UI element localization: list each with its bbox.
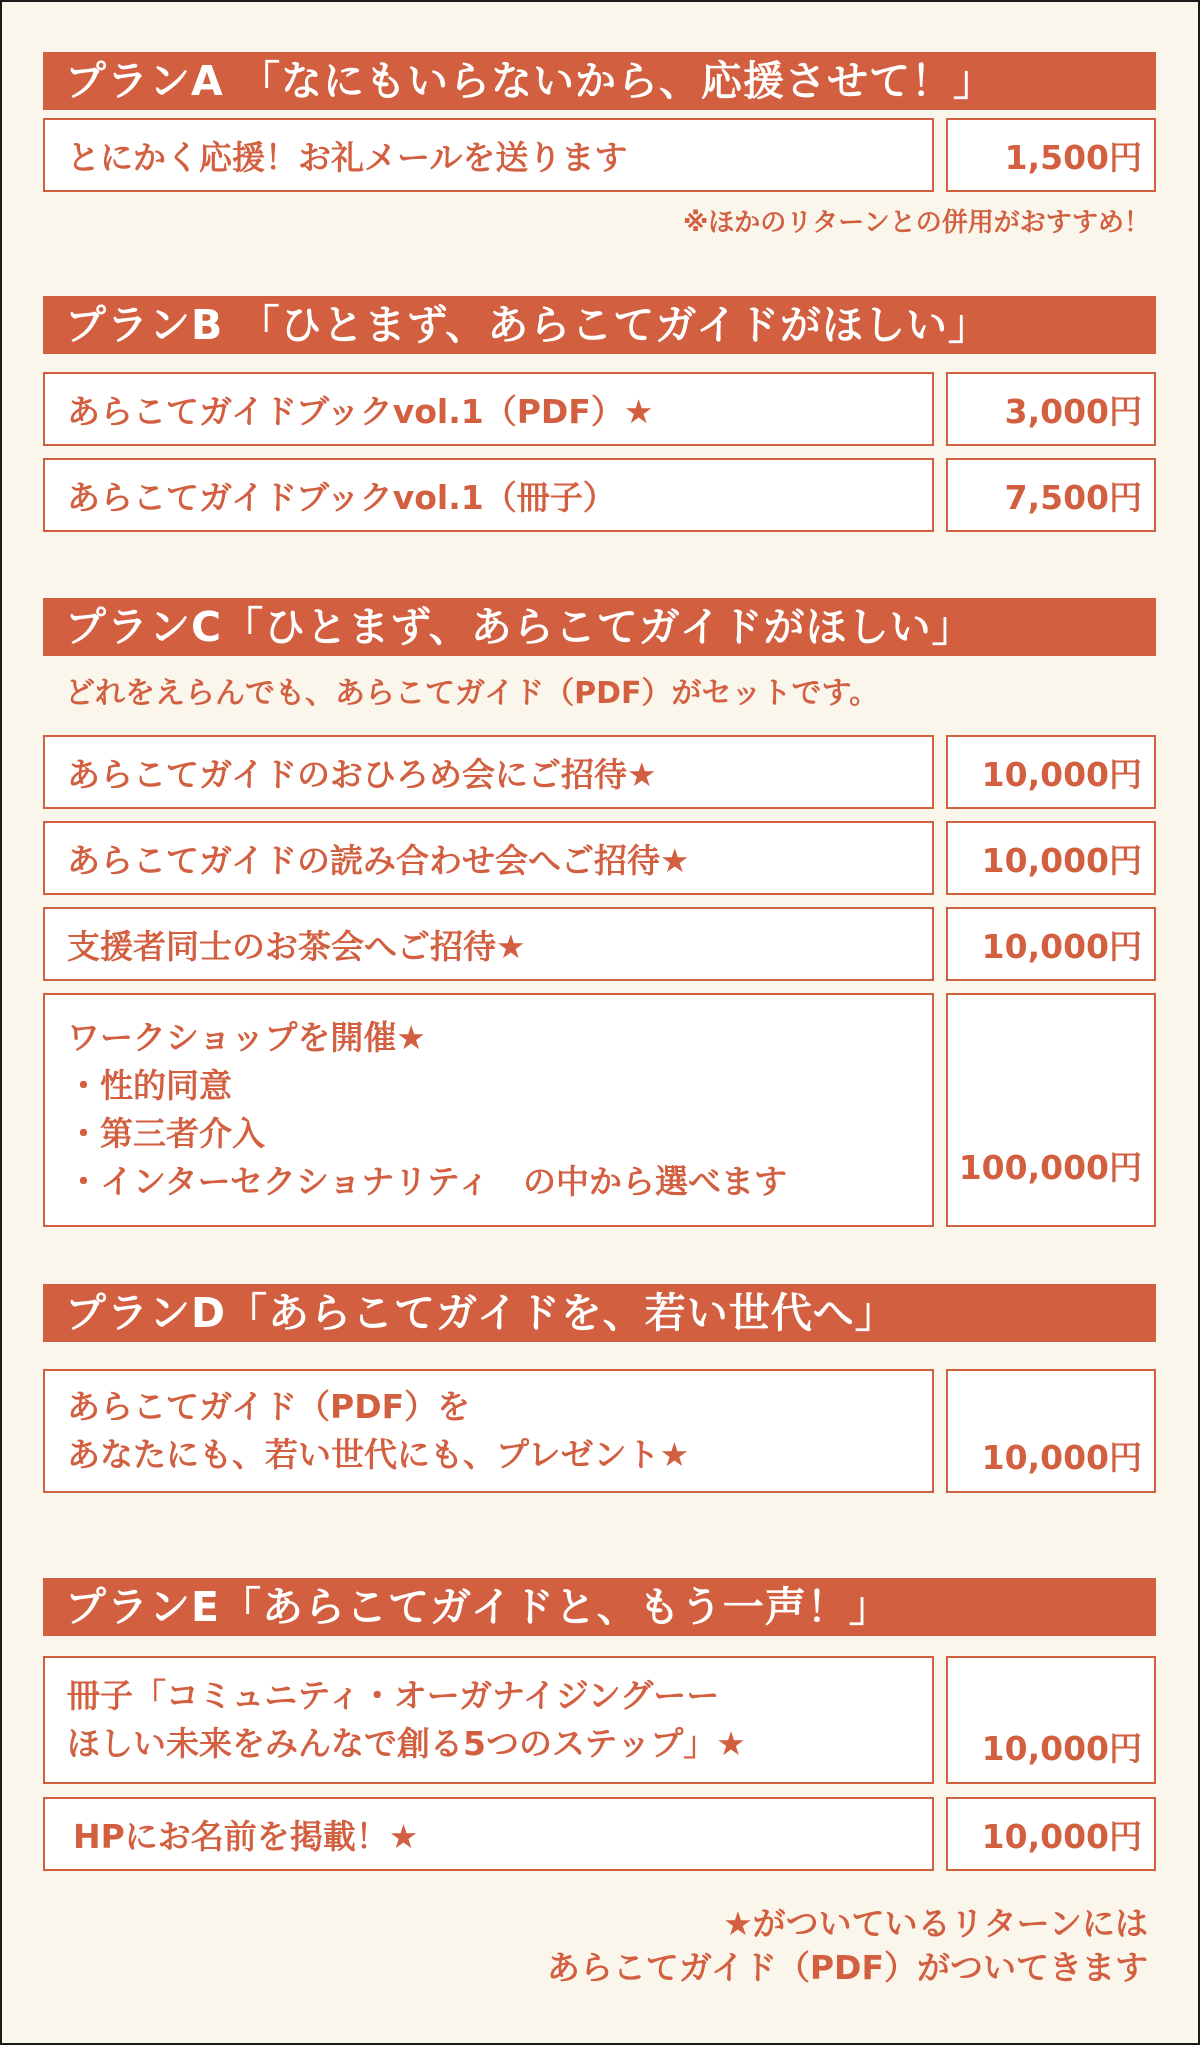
plan-c-header: プランC「ひとまず、あらこてガイドがほしい」 xyxy=(43,598,1156,656)
plan-c-subtitle: どれをえらんでも、あらこてガイド（PDF）がセットです。 xyxy=(65,676,880,711)
plan-a-header: プランA 「なにもいらないから、応援させて！」 xyxy=(43,52,1156,110)
plan-e-item-2-label: HPにお名前を掲載！★ xyxy=(43,1797,934,1871)
plan-a-item-label: とにかく応援！お礼メールを送ります xyxy=(43,118,934,192)
workshop-option-2: ・第三者介入 xyxy=(67,1114,265,1153)
plan-e-item-1-box xyxy=(43,1656,934,1784)
plan-b-item-1-price: 3,000円 xyxy=(946,372,1156,446)
plan-d-item-box xyxy=(43,1369,934,1493)
plan-c-workshop-price: 100,000円 xyxy=(946,993,1156,1227)
plan-a-item-price: 1,500円 xyxy=(946,118,1156,192)
plan-d-header: プランD「あらこてガイドを、若い世代へ」 xyxy=(43,1284,1156,1342)
plan-e-header: プランE「あらこてガイドと、もう一声！」 xyxy=(43,1578,1156,1636)
workshop-title: ワークショップを開催★ xyxy=(67,1018,426,1057)
plan-c-workshop-box xyxy=(43,993,934,1227)
plan-b-item-2-price: 7,500円 xyxy=(946,458,1156,532)
plan-b-item-1-label: あらこてガイドブックvol.1（PDF）★ xyxy=(43,372,934,446)
plan-c-item-3-label: 支援者同士のお茶会へご招待★ xyxy=(43,907,934,981)
workshop-option-3: ・インターセクショナリティ の中から選べます xyxy=(67,1162,788,1201)
plan-b-item-2-label: あらこてガイドブックvol.1（冊子） xyxy=(43,458,934,532)
plan-d-item-price: 10,000円 xyxy=(946,1369,1156,1493)
plan-d-item-line-1: あらこてガイド（PDF）を xyxy=(67,1387,471,1426)
plan-c-item-1-label: あらこてガイドのおひろめ会にご招待★ xyxy=(43,735,934,809)
plan-c-item-3-price: 10,000円 xyxy=(946,907,1156,981)
plan-e-item-1-line-1: 冊子「コミュニティ・オーガナイジングーー xyxy=(67,1676,720,1715)
plan-c-item-2-label: あらこてガイドの読み合わせ会へご招待★ xyxy=(43,821,934,895)
plan-e-item-1-price: 10,000円 xyxy=(946,1656,1156,1784)
plan-a-note: ※ほかのリターンとの併用がおすすめ！ xyxy=(682,208,1150,238)
workshop-option-1: ・性的同意 xyxy=(67,1066,232,1105)
plan-c-item-1-price: 10,000円 xyxy=(946,735,1156,809)
footer-note-line-2: あらこてガイド（PDF）がついてきます xyxy=(546,1948,1148,1987)
footer-note-line-1: ★がついているリターンには xyxy=(723,1904,1148,1943)
plan-d-item-line-2: あなたにも、若い世代にも、プレゼント★ xyxy=(67,1435,690,1474)
plan-b-header: プランB 「ひとまず、あらこてガイドがほしい」 xyxy=(43,296,1156,354)
plan-c-item-2-price: 10,000円 xyxy=(946,821,1156,895)
plan-e-item-1-line-2: ほしい未来をみんなで創る5つのステップ」★ xyxy=(67,1724,746,1763)
plan-e-item-2-price: 10,000円 xyxy=(946,1797,1156,1871)
